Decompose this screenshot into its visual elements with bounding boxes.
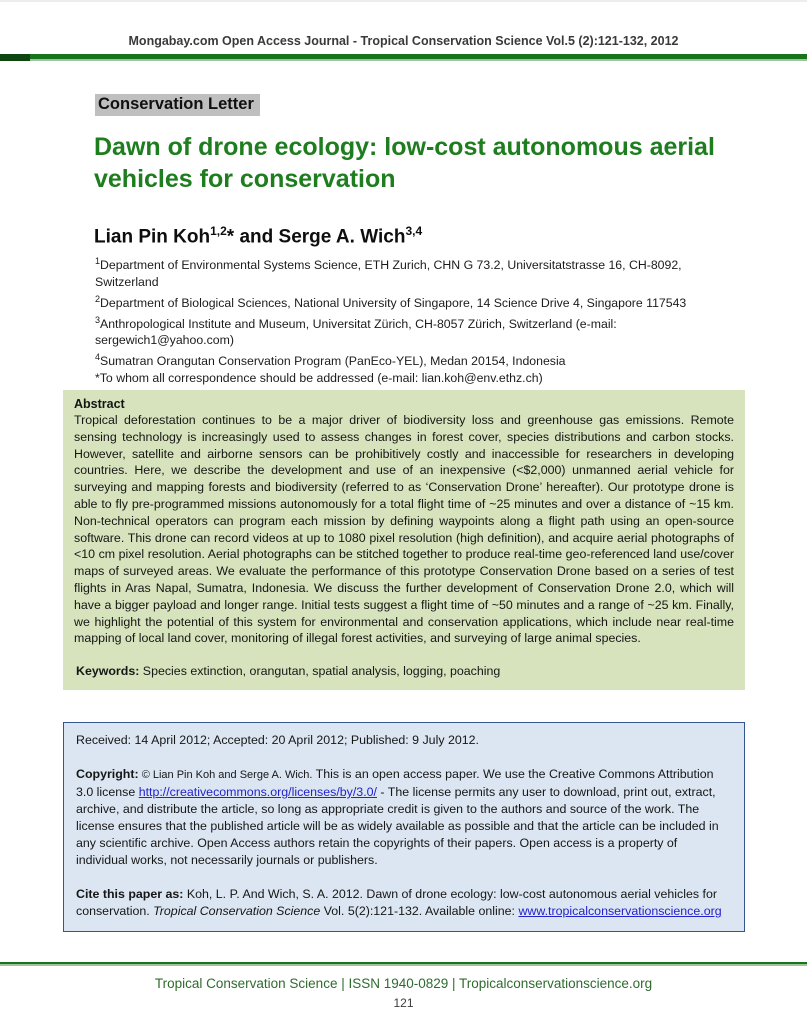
abstract-heading: Abstract [74, 397, 125, 411]
affiliations-block [95, 253, 743, 387]
affiliation-text: Department of Environmental Systems Science, ETH Zurich, CHN G 73.2, Universitatstrasse 16, CH-8092, Switzerland [95, 258, 682, 289]
citation-paragraph [76, 886, 732, 920]
affiliation-text: Sumatran Orangutan Conservation Program (PanEco-YEL), Medan 20154, Indonesia [100, 354, 566, 369]
cite-text-1: Koh, L. P. And Wich, S. A. 2012. Dawn of drone ecology: low-cost autonomous aerial vehicles for conservation. [76, 887, 717, 918]
author-1-name: Lian Pin Koh [94, 226, 211, 248]
spacer [76, 869, 732, 886]
footer-divider-bar [0, 962, 807, 966]
keywords-text: Species extinction, orangutan, spatial analysis, logging, poaching [139, 664, 501, 679]
corresponding-author-asterisk: * [226, 226, 235, 248]
authors-connector: and [234, 226, 279, 248]
top-edge-divider [0, 0, 807, 2]
publication-info-box [63, 722, 745, 932]
journal-header-text: Mongabay.com Open Access Journal - Tropical Conservation Science Vol.5 (2):121-132, 2012 [128, 34, 679, 48]
section-label: Conservation Letter [95, 94, 260, 116]
abstract-text: Tropical deforestation continues to be a major driver of biodiversity loss and greenhouse gas emissions. Remote sensing technology is increasingly used to assess changes in forest cover, species distributions and carbon stocks. However, satellite and airborne sensors can be prohibitively costly and inaccessible for researchers in developing countries. Here, we describe the development and use of an inexpensive (<$2,000) unmanned aerial vehicle for surveying and mapping forests and biodiversity (referred to as ‘Conservation Drone’ hereafter). Our prototype drone is able to fly pre-programmed missions autonomously for a total flight time of ~25 minutes and over a distance of ~15 km. Non-technical operators can program each mission by defining waypoints along a flight path using an open-source software. This drone can record videos at up to 1080 pixel resolution (high definition), and acquire aerial photographs of <10 cm pixel resolution. Aerial photographs can be stitched together to produce real-time geo-referenced land use/cover maps of surveyed areas. We evaluate the performance of this prototype Conservation Drone based on a series of test flights in Aras Napal, Sumatra, Indonesia. We discuss the further development of Conservation Drone 2.0, which will have a bigger payload and longer range. Initial tests suggest a flight time of ~50 minutes and a range of ~25 km. Finally, we highlight the potential of this system for environmental and conservation applications, which include near real-time mapping of local land cover, monitoring of illegal forest activities, and surveying of large animal species. [74, 413, 734, 646]
footer-journal-line: Tropical Conservation Science | ISSN 1940-0829 | Tropicalconservationscience.org [154, 976, 653, 991]
keywords-label: Keywords: [76, 664, 140, 679]
copyright-authors: © Lian Pin Koh and Serge A. Wich. [138, 769, 313, 781]
correspondence-note: *To whom all correspondence should be addressed (e-mail: lian.koh@env.ethz.ch) [95, 371, 543, 386]
affiliation [95, 253, 743, 291]
author-2-affiliation-sup: 3,4 [405, 224, 423, 238]
article-title: Dawn of drone ecology: low-cost autonomous aerial vehicles for conservation [94, 133, 715, 193]
header-divider-bar-tip [0, 54, 30, 61]
authors-line [94, 224, 422, 248]
affiliation-number: 4 [95, 352, 101, 363]
copyright-text-2: - The license permits any user to download, print out, extract, archive, and distribute the article, so long as appropriate credit is given to the authors and source of the work. The license ensures that the published article will be as widely available as possible and that the article can be included in any scientific archive. Open Access authors retain the copyrights of their papers. Open access is a property of individual works, not necessarily journals or publishers. [76, 785, 719, 867]
page-number: 121 [393, 996, 414, 1010]
copyright-text-1: This is an open access paper. We use the Creative Commons Attribution 3.0 license [76, 767, 714, 799]
affiliation [95, 291, 743, 312]
affiliation [95, 312, 743, 350]
affiliation-text: Anthropological Institute and Museum, Universitat Zürich, CH-8057 Zürich, Switzerland (e-mail: sergewich1@yahoo.com) [95, 316, 617, 348]
affiliation-number: 3 [95, 314, 101, 325]
affiliation [95, 349, 743, 370]
journal-website-link[interactable]: www.tropicalconservationscience.org [518, 904, 722, 918]
cite-text-2: Vol. 5(2):121-132. Available online: [320, 904, 519, 918]
keywords-line [76, 664, 734, 678]
spacer [76, 749, 732, 766]
affiliation-number: 2 [95, 293, 101, 304]
cite-journal-name: Tropical Conservation Science [153, 904, 321, 918]
header-divider-bar [0, 54, 807, 61]
author-2-name: Serge A. Wich [278, 226, 406, 248]
affiliation-text: Department of Biological Sciences, National University of Singapore, 14 Science Drive 4, Singapore 117543 [100, 295, 687, 310]
copyright-label: Copyright: [76, 767, 139, 781]
copyright-paragraph [76, 766, 732, 869]
journal-header [0, 34, 807, 48]
cite-label: Cite this paper as: [76, 887, 184, 901]
author-1-affiliation-sup: 1,2 [210, 224, 227, 238]
abstract-box [63, 390, 745, 690]
creative-commons-license-link[interactable]: http://creativecommons.org/licenses/by/3.0/ [138, 785, 377, 799]
received-accepted-published-line: Received: 14 April 2012; Accepted: 20 April 2012; Published: 9 July 2012. [76, 733, 479, 747]
affiliation-number: 1 [95, 256, 101, 266]
